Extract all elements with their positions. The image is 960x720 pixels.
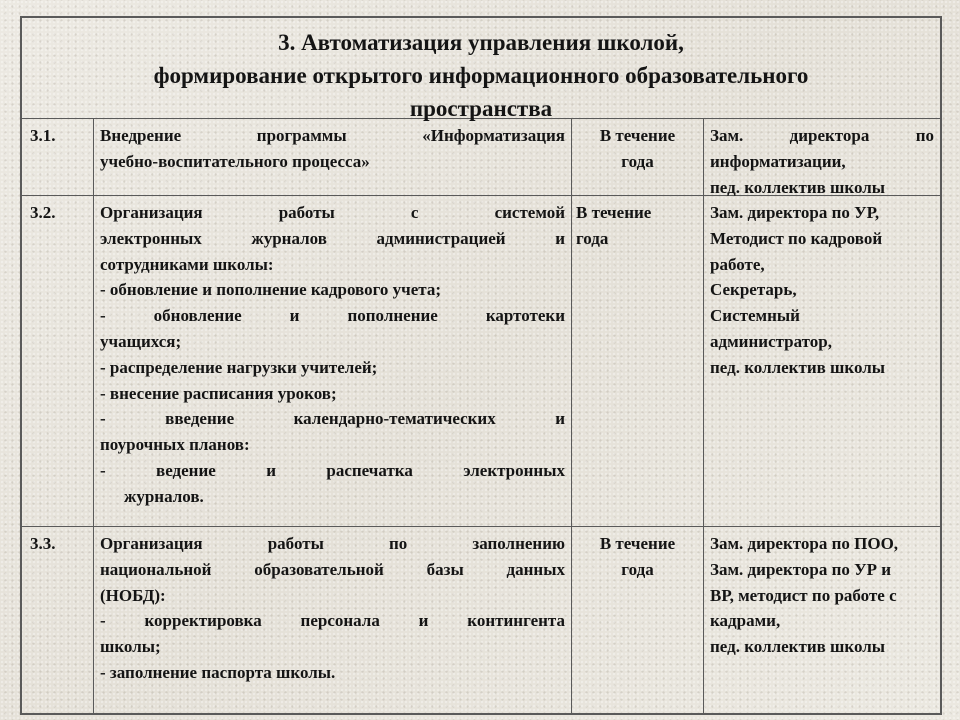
task-description <box>94 527 572 713</box>
task-term: В течение года <box>572 196 704 526</box>
task-line: Организация работы по заполнению <box>100 534 565 553</box>
task-responsible <box>704 196 940 526</box>
task-line: школы; <box>100 637 161 657</box>
task-line: сотрудниками школы: <box>100 254 274 274</box>
resp-line: пед. коллектив школы <box>710 177 886 197</box>
task-line: - корректировка персонала и контингента <box>100 611 565 631</box>
plan-table <box>20 16 942 715</box>
task-term: В течение года <box>572 119 704 195</box>
resp-line: Зам. директора по УР и <box>710 559 892 579</box>
row-number: 3.2. <box>22 196 94 526</box>
task-line: - заполнение паспорта школы. <box>100 662 336 682</box>
task-description <box>94 119 572 195</box>
resp-line: ВР, методист по работе с <box>710 585 897 605</box>
table-row <box>22 196 940 527</box>
resp-line: Зам. директора по <box>710 126 934 145</box>
resp-line: администратор, <box>710 331 833 351</box>
section-title-line-1: 3. Автоматизация управления школой, <box>278 30 684 55</box>
task-line: электронных журналов администрацией и <box>100 228 565 248</box>
resp-line: Методист по кадровой <box>710 228 883 248</box>
table-row <box>22 527 940 713</box>
resp-line: Системный <box>710 306 800 326</box>
section-title-line-3: пространства <box>409 96 553 121</box>
task-line: - внесение расписания уроков; <box>100 383 337 403</box>
resp-line: Зам. директора по УР, <box>710 203 880 222</box>
task-line: национальной образовательной базы данных <box>100 559 565 579</box>
task-term: В течение года <box>572 527 704 713</box>
task-line: Внедрение программы «Информатизация <box>100 126 565 145</box>
task-line: учебно-воспитательного процесса» <box>100 151 370 171</box>
task-description <box>94 196 572 526</box>
resp-line: пед. коллектив школы <box>710 637 886 657</box>
resp-line: Зам. директора по ПОО, <box>710 534 899 553</box>
task-responsible <box>704 527 940 713</box>
task-line: Организация работы с системой <box>100 203 565 222</box>
task-line: - распределение нагрузки учителей; <box>100 357 378 377</box>
task-line: (НОБД): <box>100 585 166 605</box>
row-number: 3.1. <box>22 119 94 195</box>
resp-line: кадрами, <box>710 611 781 631</box>
resp-line: Секретарь, <box>710 280 797 300</box>
resp-line: работе, <box>710 254 765 274</box>
task-line: журналов. <box>124 486 204 506</box>
task-line: - ведение и распечатка электронных <box>100 460 565 480</box>
task-responsible <box>704 119 940 195</box>
resp-line: информатизации, <box>710 151 846 171</box>
task-line: - введение календарно-тематических и <box>100 409 565 429</box>
section-title <box>22 18 940 119</box>
table-row <box>22 119 940 196</box>
task-line: учащихся; <box>100 331 182 351</box>
row-number: 3.3. <box>22 527 94 713</box>
task-line: - обновление и пополнение кадрового учета; <box>100 280 442 300</box>
resp-line: пед. коллектив школы <box>710 357 886 377</box>
task-line: поурочных планов: <box>100 435 250 455</box>
section-title-line-2: формирование открытого информационного образовательного <box>153 63 809 88</box>
task-line: - обновление и пополнение картотеки <box>100 306 565 326</box>
